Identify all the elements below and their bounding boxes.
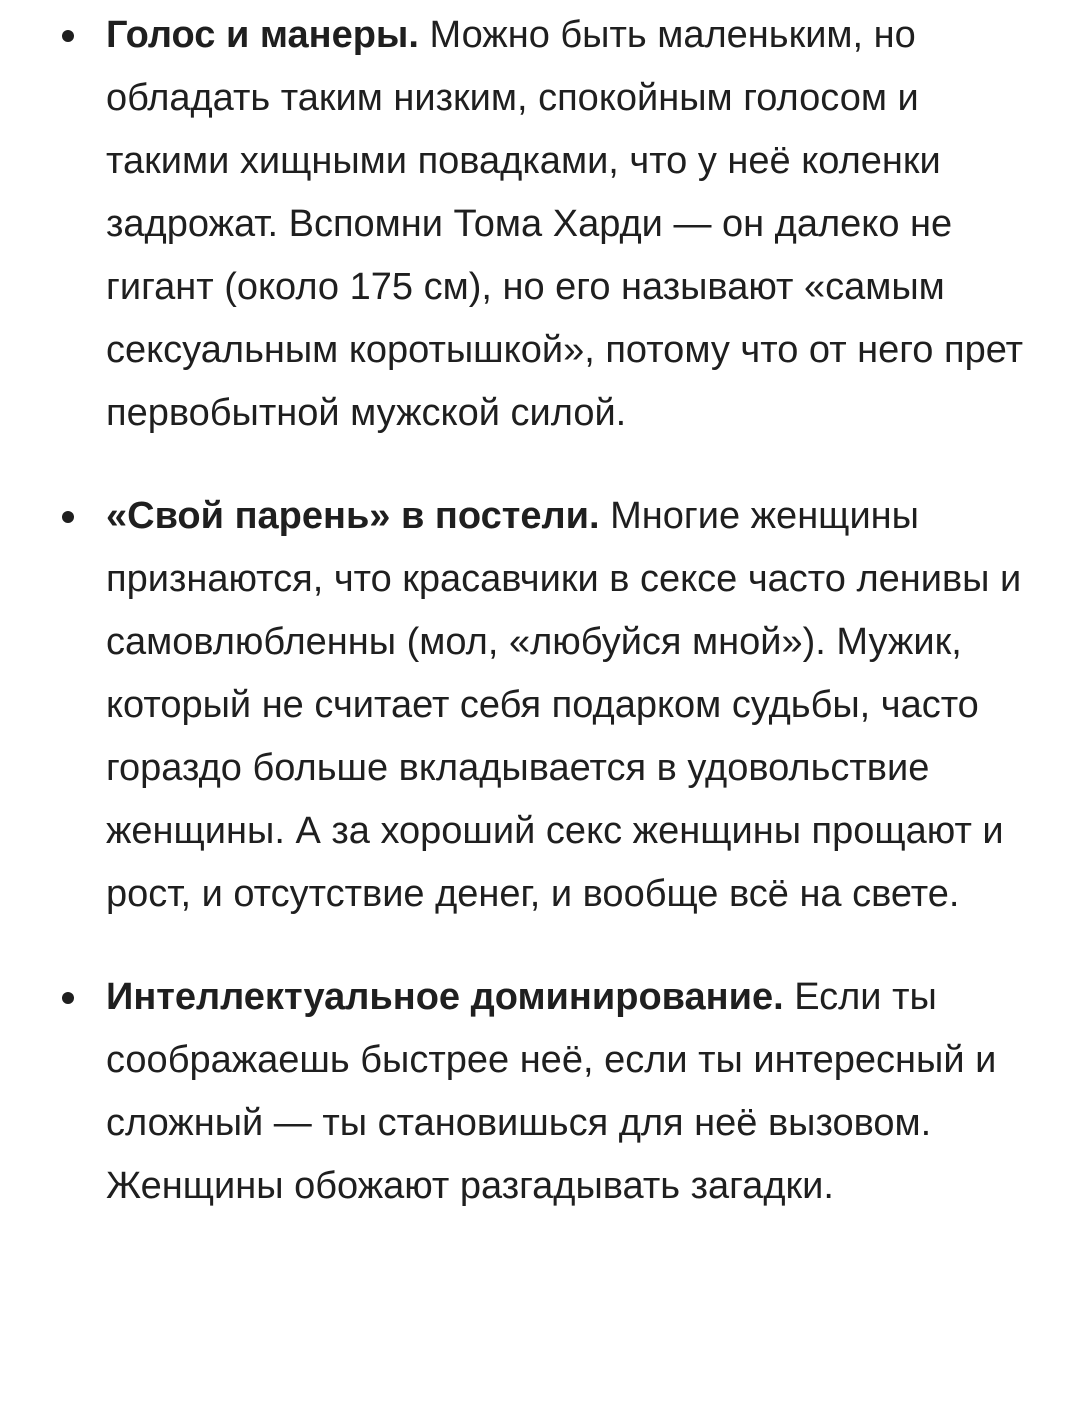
list-item <box>0 485 1080 926</box>
item-text: Можно быть маленьким, но обладать таким низким, спокойным голосом и такими хищными повадками, что у неё коленки задрожат. Вспомни Тома Харди — он далеко не гигант (около 175 см), но его называют «самым сексуальным коротышкой», потому что от него прет первобытной мужской силой. <box>106 14 1023 434</box>
item-text: Если ты соображаешь быстрее неё, если ты интересный и сложный — ты становишься для неё вызовом. Женщины обожают разгадывать загадки. <box>106 976 997 1207</box>
list-item <box>0 4 1080 445</box>
bullet-icon <box>62 30 74 42</box>
bullet-icon <box>62 992 74 1004</box>
bullet-icon <box>62 511 74 523</box>
item-text: Многие женщины признаются, что красавчики в сексе часто ленивы и самовлюбленны (мол, «любуйся мной»). Мужик, который не считает себя подарком судьбы, часто гораздо больше вкладывается в удовольствие женщины. А за хороший секс женщины прощают и рост, и отсутствие денег, и вообще всё на свете. <box>106 495 1022 915</box>
item-heading: Голос и манеры. <box>106 14 419 56</box>
item-heading: Интеллектуальное доминирование. <box>106 976 784 1018</box>
list-item <box>0 966 1080 1218</box>
item-heading: «Свой парень» в постели. <box>106 495 600 537</box>
bullet-list <box>0 4 1080 1218</box>
